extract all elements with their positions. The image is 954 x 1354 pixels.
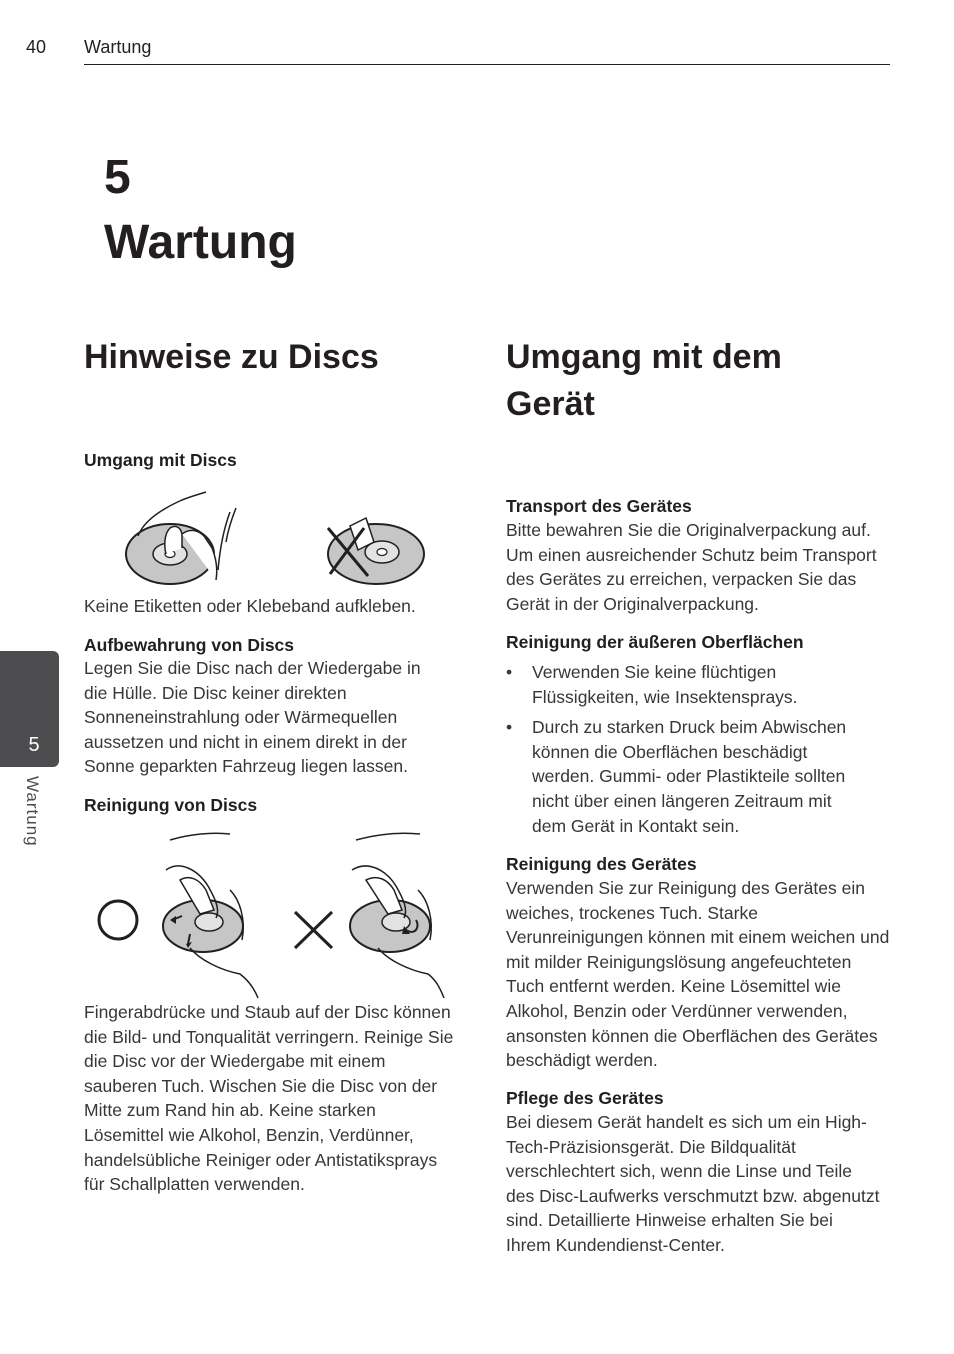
bullet-icon: • xyxy=(506,717,513,738)
subheading-transport: Transport des Gerätes xyxy=(506,496,692,516)
running-header: Wartung xyxy=(84,37,152,57)
list-item xyxy=(506,660,866,709)
section-heading-device-line2: Gerät xyxy=(506,385,595,423)
subheading-storage: Aufbewahrung von Discs xyxy=(84,635,295,655)
subheading-handling: Umgang mit Discs xyxy=(84,450,237,470)
cleaning-discs-paragraph: Fingerabdrücke und Staub auf der Disc können die Bild- und Tonqualität verringern. Reinige Sie die Disc vor der Wiedergabe mit einem sauberen Tuch. Wischen Sie die Disc von der Mitte zum Rand hin ab. Keine starken Lösemittel wie Alkohol, Benzin, Verdünner, handelsübliche Reiniger oder Antistatiksprays für Schallplatten verwenden. xyxy=(84,1002,454,1195)
device-cleaning-paragraph: Verwenden Sie zur Reinigung des Gerätes ein weiches, trockenes Tuch. Starke Verunreinigungen können mit einem weichen und mit milder Reinigungslösung angefeuchteten Tuch entfernt werden. Keine Lösemittel wie Alkohol, Benzin oder Verdünner verwenden, ansonsten können die Oberflächen des Gerätes beschädigt werden. xyxy=(506,878,890,1071)
surface-bullet-list xyxy=(506,660,866,844)
header-divider xyxy=(84,64,890,65)
disc-held-by-edge-icon xyxy=(126,492,236,584)
device-care-paragraph: Bei diesem Gerät handelt es sich um ein High-Tech-Präzisionsgerät. Die Bildqualität verschlechtert sich, wenn die Linse und Teile des Disc-Laufwerks verschmutzt bzw. abgenutzt sind. Detaillierte Hinweise erhalten Sie bei Ihrem Kundendienst-Center. xyxy=(506,1112,880,1255)
incorrect-cross-icon xyxy=(295,912,332,948)
disc-with-label-crossed-icon xyxy=(328,518,424,584)
bullet-text: Verwenden Sie keine flüchtigen Flüssigkeiten, wie Insektensprays. xyxy=(532,662,798,707)
correct-circle-icon xyxy=(99,901,137,939)
subheading-device-cleaning: Reinigung des Gerätes xyxy=(506,854,697,874)
disc-handling-illustration xyxy=(120,488,460,592)
chapter-number: 5 xyxy=(104,151,131,204)
subheading-device-care: Pflege des Gerätes xyxy=(506,1088,664,1108)
disc-wiped-circular-icon xyxy=(350,833,444,998)
section-heading-device-line1: Umgang mit dem xyxy=(506,338,782,376)
disc-wiped-radially-icon xyxy=(163,833,258,998)
side-tab-label: Wartung xyxy=(23,776,42,847)
transport-paragraph: Bitte bewahren Sie die Originalverpackung auf. Um einen ausreichender Schutz beim Transport des Gerätes zu erreichen, verpacken Sie das Gerät in der Originalverpackung. xyxy=(506,520,877,614)
storage-paragraph: Legen Sie die Disc nach der Wiedergabe in die Hülle. Die Disc keiner direkten Sonneneinstrahlung oder Wärmequellen aussetzen und nicht in einem direkt in der Sonne geparkten Fahrzeug liegen lassen. xyxy=(84,658,421,777)
list-item xyxy=(506,715,866,838)
subheading-surface-cleaning: Reinigung der äußeren Oberflächen xyxy=(506,632,804,652)
bullet-text: Durch zu starken Druck beim Abwischen können die Oberflächen beschädigt werden. Gummi- oder Plastikteile sollten nicht über einen längeren Zeitraum mit dem Gerät in Kontakt sein. xyxy=(532,717,847,836)
bullet-icon: • xyxy=(506,662,513,682)
side-tab-number: 5 xyxy=(28,734,40,756)
subheading-cleaning-discs: Reinigung von Discs xyxy=(84,795,258,815)
section-heading-discs: Hinweise zu Discs xyxy=(84,338,379,376)
chapter-title: Wartung xyxy=(104,216,297,269)
page-number: 40 xyxy=(26,37,47,57)
disc-cleaning-illustration xyxy=(90,830,460,1000)
label-caption: Keine Etiketten oder Klebeband aufkleben. xyxy=(84,596,416,616)
